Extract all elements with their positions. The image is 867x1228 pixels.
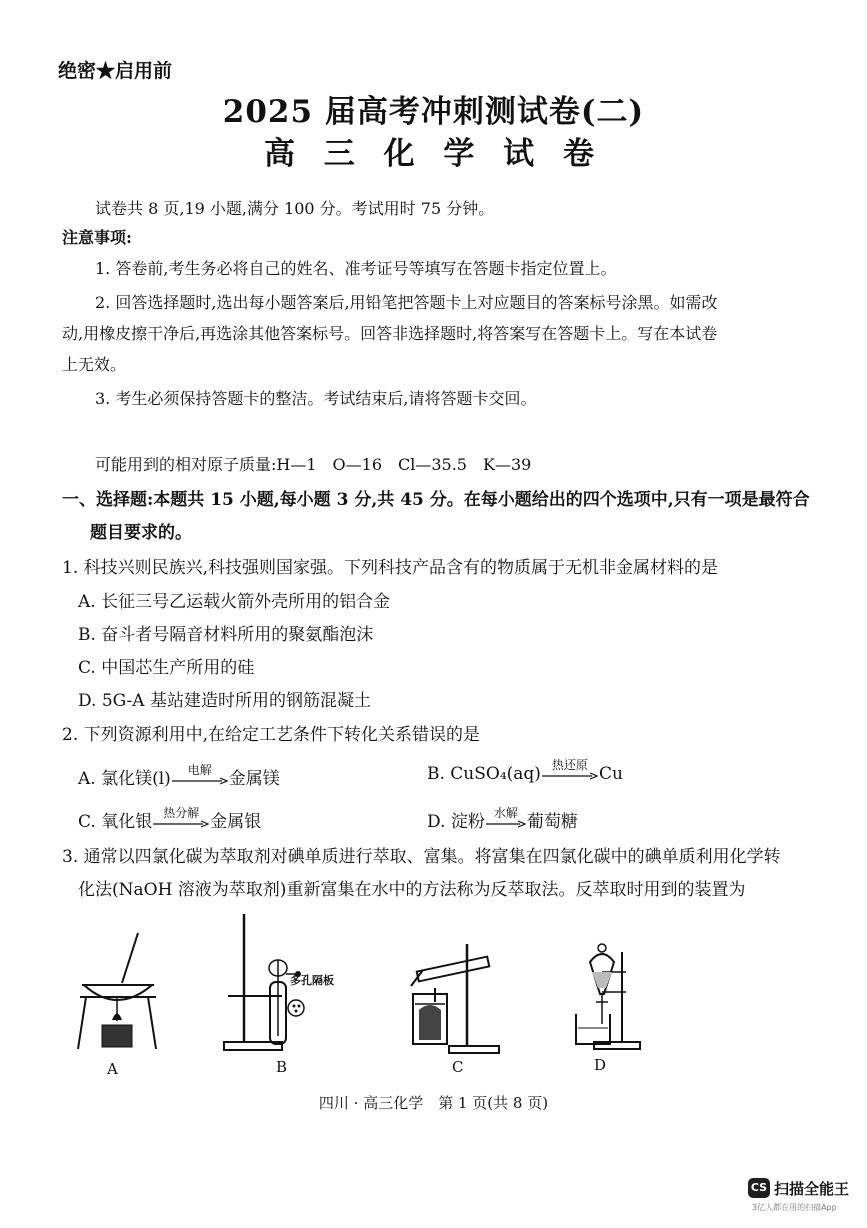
q2-c-condition: 热分解 <box>163 805 200 820</box>
q2-option-a <box>78 764 280 789</box>
q2-d-product: 葡萄糖 <box>526 812 578 832</box>
reaction-arrow <box>486 805 526 830</box>
scanner-logo-icon: CS <box>748 1178 770 1198</box>
q1-option-d: D. 5G-A 基站建造时所用的钢筋混凝土 <box>78 691 371 711</box>
q2-c-product: 金属银 <box>210 812 262 832</box>
figure-a-label: A <box>107 1060 118 1078</box>
q2-a-product: 金属镁 <box>228 769 280 789</box>
notes-heading: 注意事项: <box>62 228 132 247</box>
q1-option-a: A. 长征三号乙运载火箭外壳所用的铝合金 <box>78 592 391 612</box>
q1-stem: 1. 科技兴则民族兴,科技强则国家强。下列科技产品含有的物质属于无机非金属材料的是 <box>62 558 719 578</box>
note-1: 1. 答卷前,考生务必将自己的姓名、准考证号等填写在答题卡指定位置上。 <box>95 259 617 278</box>
scanner-app-tagline: 3亿人都在用的扫描App <box>752 1203 837 1212</box>
section-1-heading: 一、选择题:本题共 15 小题,每小题 3 分,共 45 分。在每小题给出的四个选项中,只有一项是最符合 <box>62 490 810 510</box>
q2-option-c <box>78 807 261 832</box>
scanner-app-name: 扫描全能王 <box>774 1180 850 1198</box>
q2-b-product: Cu <box>598 764 623 784</box>
figure-c-heating-apparatus <box>405 940 510 1055</box>
reaction-arrow <box>542 757 598 782</box>
exam-subtitle: 高 三 化 学 试 卷 <box>264 136 603 172</box>
q2-option-d <box>427 807 578 832</box>
q3-line-2: 化法(NaOH 溶液为萃取剂)重新富集在水中的方法称为反萃取法。反萃取时用到的装置为 <box>78 880 746 900</box>
page-footer: 四川 · 高三化学 第 1 页(共 8 页) <box>318 1094 549 1112</box>
exam-title: 2025 届高考冲刺测试卷(二) <box>222 94 645 130</box>
q2-stem: 2. 下列资源利用中,在给定工艺条件下转化关系错误的是 <box>62 725 481 745</box>
reaction-arrow <box>172 762 228 787</box>
figure-d-separatory-funnel <box>570 932 650 1052</box>
exam-intro: 试卷共 8 页,19 小题,满分 100 分。考试用时 75 分钟。 <box>95 199 495 218</box>
figure-b-porous-plate-note: 多孔隔板 <box>290 974 334 987</box>
figure-b-label: B <box>276 1058 288 1076</box>
q2-b-reactant: B. CuSO₄(aq) <box>427 764 541 784</box>
figure-c-label: C <box>452 1058 464 1076</box>
note-2-line-1: 2. 回答选择题时,选出每小题答案后,用铅笔把答题卡上对应题目的答案标号涂黑。如需改 <box>95 293 718 312</box>
q2-a-reactant: A. 氯化镁(l) <box>78 769 171 789</box>
reaction-arrow <box>153 805 209 830</box>
atomic-masses: 可能用到的相对原子质量:H—1 O—16 Cl—35.5 K—39 <box>95 455 532 474</box>
note-3: 3. 考生必须保持答题卡的整洁。考试结束后,请将答题卡交回。 <box>95 389 537 408</box>
q2-d-reactant: D. 淀粉 <box>427 812 485 832</box>
q2-c-reactant: C. 氧化银 <box>78 812 153 832</box>
figure-a-evaporation-apparatus <box>72 925 162 1055</box>
q1-option-c: C. 中国芯生产所用的硅 <box>78 658 255 678</box>
q2-a-condition: 电解 <box>187 762 212 777</box>
q2-d-condition: 水解 <box>493 805 518 820</box>
confidential-label: 绝密★启用前 <box>58 60 173 82</box>
note-2-line-3: 上无效。 <box>62 355 127 374</box>
note-2-line-2: 动,用橡皮擦干净后,再选涂其他答案标号。回答非选择题时,将答案写在答题卡上。写在本试卷 <box>62 324 718 343</box>
figure-d-label: D <box>594 1056 607 1074</box>
q2-option-b <box>427 757 623 784</box>
q1-option-b: B. 奋斗者号隔音材料所用的聚氨酯泡沫 <box>78 625 374 645</box>
q3-line-1: 3. 通常以四氯化碳为萃取剂对碘单质进行萃取、富集。将富集在四氯化碳中的碘单质利用化学转 <box>62 847 781 867</box>
section-1-heading-cont: 题目要求的。 <box>90 523 192 543</box>
q2-b-condition: 热还原 <box>551 757 588 772</box>
